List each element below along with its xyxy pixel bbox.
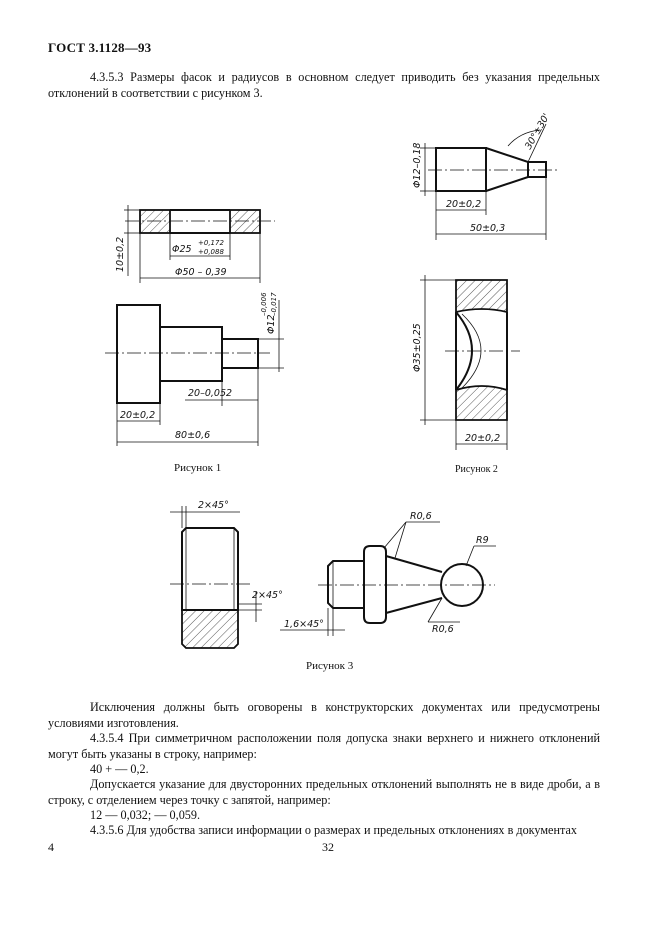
figure-1-caption: Рисунок 1	[174, 462, 222, 474]
fig1-head-length-dim: 20±0,2	[120, 410, 156, 421]
fig1-shaft-tol-lower: –0,017	[270, 292, 278, 316]
fig3-bushing	[170, 500, 283, 648]
example-inline-tolerance: 12 — 0,032; — 0,059.	[90, 808, 201, 822]
fig3-bottom-chamfer-dim: 1,6×45°	[284, 619, 324, 630]
fig1-shaft-dim: Φ12	[266, 314, 277, 334]
fig3-side-chamfer-dim: 2×45°	[252, 590, 283, 601]
fig1-bore-tol-lower: +0,088	[198, 248, 224, 256]
fig1-washer	[115, 205, 275, 283]
fig3-top-chamfer-dim: 2×45°	[198, 500, 229, 511]
fig3-sphere-radius-dim: R9	[476, 535, 489, 546]
figure-2-caption: Рисунок 2	[455, 464, 498, 475]
figure-3-caption: Рисунок 3	[306, 660, 354, 672]
paragraph-4-3-5-4: 4.3.5.4 При симметричном расположении поля допуска знаки верхнего и нижнего отклонений могут быть указаны в строку, например:	[48, 731, 600, 761]
fig1-step-length-dim: 20–0,052	[188, 388, 233, 399]
fig2-len-c-dim: 20±0,2	[465, 433, 501, 444]
fig1-height-dim: 10±0,2	[115, 236, 126, 272]
document-header: ГОСТ 3.1128—93	[48, 40, 152, 55]
page-number-center: 32	[322, 840, 334, 854]
fig2-spherical-seat	[412, 275, 520, 450]
example-symmetric-tolerance: 40 + — 0,2.	[90, 762, 149, 776]
fig2-len-a-dim: 20±0,2	[446, 199, 482, 210]
fig2-diam-b-dim: Φ35±0,25	[412, 323, 423, 372]
paragraph-4-3-5-3: 4.3.5.3 Размеры фасок и радиусов в основном следует приводить без указания предельных отклонений в соответствии с рисунком 3.	[48, 70, 600, 100]
fig2-angle-dim: 30°±30'	[523, 111, 553, 152]
fig1-total-length-dim: 80±0,6	[175, 430, 211, 441]
fig1-bore-dim: Φ25	[172, 244, 192, 255]
fig1-shaft-tol-upper: –0,006	[260, 292, 268, 316]
fig3-radius-a-dim: R0,6	[410, 511, 432, 522]
paragraph-two-sided-tolerance: Допускается указание для двусторонних предельных отклонений выполнять не в виде дроби, а в строку, с отделением через точку с запятой, например:	[48, 777, 600, 807]
fig3-ball-pin	[280, 511, 496, 636]
fig1-outer-dim: Φ50 – 0,39	[175, 267, 227, 278]
fig2-diam-a-dim: Φ12–0,18	[412, 142, 423, 188]
paragraph-4-3-5-6: 4.3.5.6 Для удобства записи информации о размерах и предельных отклонениях в документах	[90, 823, 577, 837]
fig2-tapered-pin	[412, 112, 560, 240]
fig3-radius-b-dim: R0,6	[432, 624, 454, 635]
fig1-bore-tol-upper: +0,172	[198, 239, 224, 247]
fig1-shaft	[105, 292, 284, 446]
page-number-left: 4	[48, 840, 54, 854]
paragraph-exceptions: Исключения должны быть оговорены в конструкторских документах или предусмотрены условиями изготовления.	[48, 700, 600, 730]
fig2-len-b-dim: 50±0,3	[470, 223, 506, 234]
